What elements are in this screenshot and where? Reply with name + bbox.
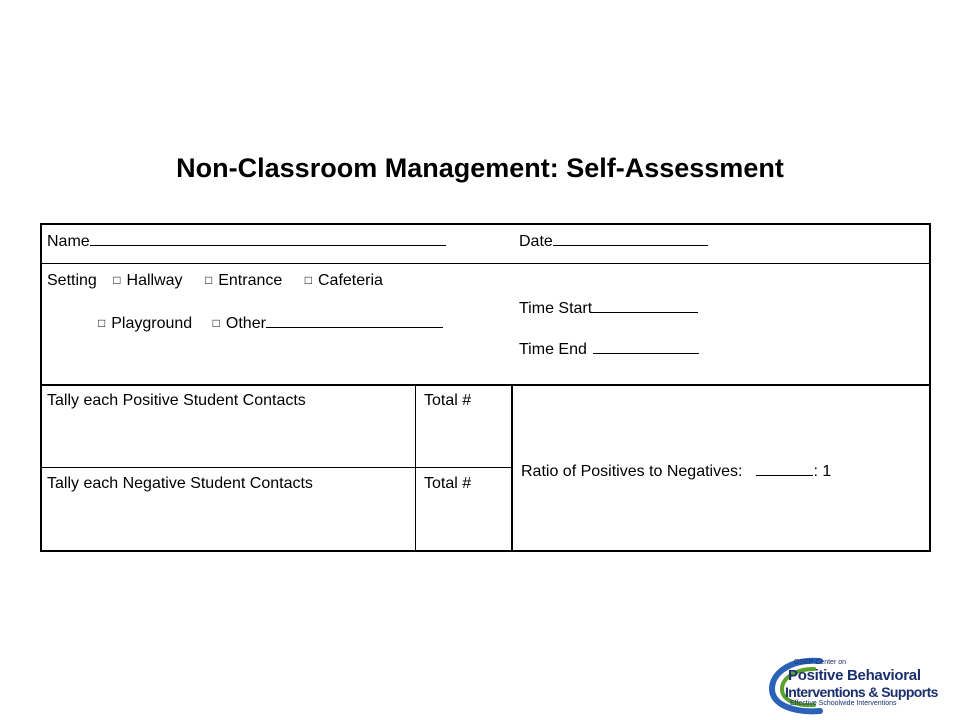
logo-line4: Effective Schoolwide Interventions [790, 700, 897, 707]
ratio-suffix: : 1 [813, 463, 832, 480]
logo-line2: Positive Behavioral [788, 667, 921, 684]
date-field[interactable] [519, 231, 708, 251]
table-border-right [929, 223, 931, 552]
table-border-left [40, 223, 42, 552]
date-label: Date [519, 233, 553, 250]
ratio-field[interactable] [521, 461, 831, 481]
time-start-blank[interactable] [592, 298, 698, 313]
hallway-option[interactable] [113, 272, 182, 289]
playground-option[interactable] [98, 315, 192, 332]
other-blank[interactable] [266, 313, 443, 328]
name-label: Name [47, 233, 90, 250]
ratio-blank[interactable] [756, 461, 813, 476]
table-border-top [40, 223, 930, 225]
hallway-label: Hallway [126, 272, 183, 289]
entrance-label: Entrance [218, 272, 283, 289]
logo-line3: Interventions & Supports [785, 684, 938, 700]
time-end-field[interactable] [519, 339, 699, 359]
name-blank[interactable] [90, 231, 446, 246]
playground-checkbox[interactable]: □ [98, 316, 106, 330]
positive-tally-label: Tally each Positive Student Contacts [47, 392, 306, 409]
playground-label: Playground [111, 315, 193, 332]
table-divider-ratio [511, 384, 513, 552]
table-border-bottom [40, 550, 930, 552]
entrance-option[interactable] [205, 272, 282, 289]
time-start-label: Time Start [519, 300, 593, 317]
table-divider-total [415, 384, 416, 552]
pbis-logo [768, 655, 956, 715]
table-border-row2 [40, 384, 930, 386]
hallway-checkbox[interactable]: □ [113, 273, 121, 287]
time-end-blank[interactable] [593, 339, 699, 354]
ratio-label: Ratio of Positives to Negatives: [521, 463, 743, 480]
date-blank[interactable] [553, 231, 708, 246]
name-field[interactable] [47, 231, 446, 251]
cafeteria-checkbox[interactable]: □ [304, 273, 312, 287]
negative-total-label: Total # [424, 475, 472, 492]
time-end-label: Time End [519, 341, 587, 358]
other-option[interactable] [213, 315, 443, 332]
cafeteria-option[interactable] [305, 272, 383, 289]
entrance-checkbox[interactable]: □ [204, 273, 213, 287]
setting-label: Setting [47, 272, 97, 289]
logo-line1: OSEP Center on [794, 659, 847, 666]
time-start-field[interactable] [519, 298, 698, 318]
table-border-row3 [40, 467, 512, 468]
other-label: Other [225, 315, 266, 332]
setting-row [47, 271, 383, 290]
table-border-row1 [40, 263, 930, 264]
cafeteria-label: Cafeteria [317, 272, 383, 289]
positive-total-label: Total # [424, 392, 472, 409]
setting-row-2 [98, 313, 443, 333]
negative-tally-label: Tally each Negative Student Contacts [47, 475, 313, 492]
page-title: Non-Classroom Management: Self-Assessment [176, 153, 784, 183]
other-checkbox[interactable]: □ [212, 316, 220, 330]
